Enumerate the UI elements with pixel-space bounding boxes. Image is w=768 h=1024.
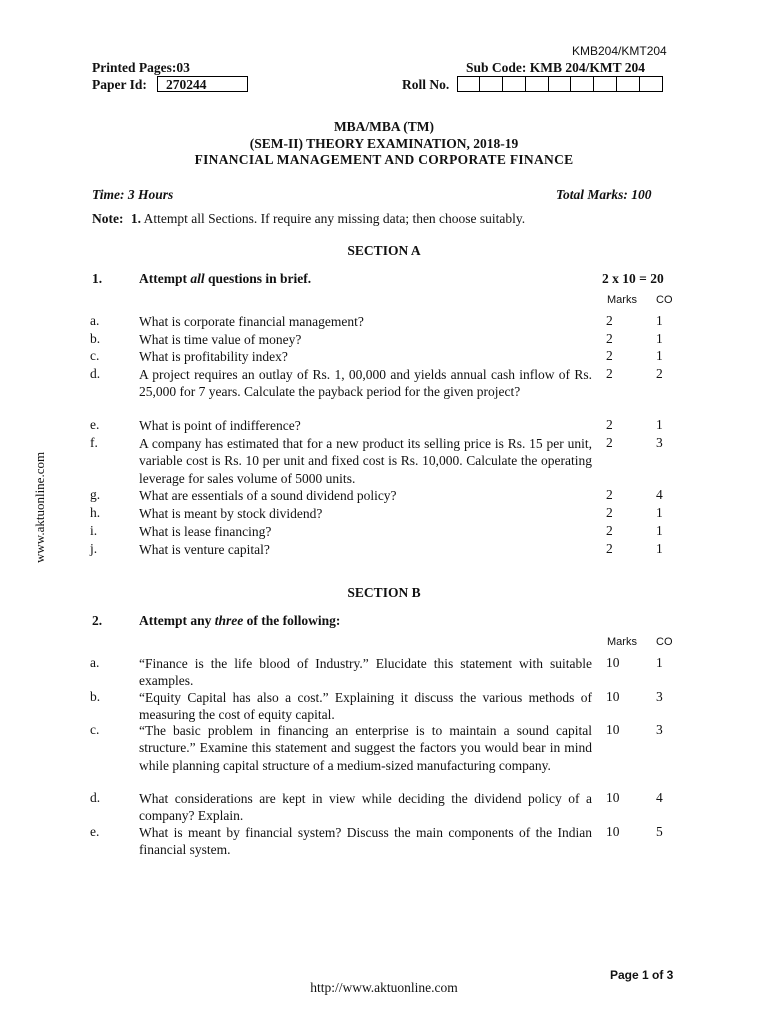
question-text: What is lease financing? bbox=[139, 524, 272, 539]
course-code: KMB204/KMT204 bbox=[572, 44, 667, 58]
question-marks: 10 bbox=[606, 790, 620, 805]
question-marks: 10 bbox=[606, 824, 620, 839]
section-a-heading: SECTION A bbox=[347, 243, 421, 258]
roll-no-boxes[interactable] bbox=[457, 76, 663, 92]
question-co: 3 bbox=[656, 722, 663, 737]
section-b-qnum: 2. bbox=[92, 613, 103, 628]
question-marks: 2 bbox=[606, 348, 613, 363]
question-text: A project requires an outlay of Rs. 1, 00,000 and yields annual cash inflow of Rs. 25,000 for 7 years. Calculate the payback period for the given project? bbox=[139, 367, 592, 400]
question-co: 1 bbox=[656, 541, 663, 556]
question-marks: 2 bbox=[606, 366, 613, 381]
question-text: “Finance is the life blood of Industry.” Elucidate this statement with suitable examples. bbox=[139, 656, 592, 689]
question-letter: c. bbox=[90, 722, 100, 737]
section-b-col-co: CO bbox=[656, 636, 673, 648]
question-marks: 2 bbox=[606, 435, 613, 450]
question-text: What is meant by stock dividend? bbox=[139, 506, 323, 521]
paper-id-value: 270244 bbox=[166, 77, 207, 92]
paper-id-box bbox=[157, 76, 248, 92]
question-marks: 2 bbox=[606, 541, 613, 556]
question-text: What is meant by financial system? Discuss the main components of the Indian financial system. bbox=[139, 825, 592, 858]
question-text: What are essentials of a sound dividend policy? bbox=[139, 488, 397, 503]
question-co: 1 bbox=[656, 655, 663, 670]
question-text: What considerations are kept in view while deciding the dividend policy of a company? Explain. bbox=[139, 791, 592, 824]
question-letter: f. bbox=[90, 435, 98, 450]
question-letter: d. bbox=[90, 790, 101, 805]
page-number: Page 1 of 3 bbox=[610, 968, 674, 982]
footer-url[interactable]: http://www.aktuonline.com bbox=[310, 980, 458, 995]
section-b-instruction: Attempt any three of the following: bbox=[139, 613, 341, 628]
question-letter: i. bbox=[90, 523, 98, 538]
exam-title: (SEM-II) THEORY EXAMINATION, 2018-19 bbox=[249, 136, 519, 151]
note-number: 1. bbox=[130, 211, 141, 226]
note-text: Attempt all Sections. If require any missing data; then choose suitably. bbox=[143, 211, 526, 226]
question-letter: e. bbox=[90, 417, 100, 432]
sub-code: Sub Code: KMB 204/KMT 204 bbox=[466, 60, 646, 75]
question-co: 2 bbox=[656, 366, 663, 381]
question-co: 1 bbox=[656, 348, 663, 363]
question-letter: h. bbox=[90, 505, 101, 520]
question-letter: c. bbox=[90, 348, 100, 363]
printed-pages: Printed Pages:03 bbox=[92, 60, 190, 75]
note-label: Note: bbox=[92, 211, 124, 226]
question-text: What is point of indifference? bbox=[139, 418, 301, 433]
question-marks: 2 bbox=[606, 417, 613, 432]
section-a-col-marks: Marks bbox=[607, 294, 637, 306]
question-co: 1 bbox=[656, 417, 663, 432]
question-marks: 2 bbox=[606, 313, 613, 328]
question-text: “The basic problem in financing an enterprise is to maintain a sound capital structure.” Examine this statement and suggest the factors you would bear in mind while planning capital structure of a medium-sized manufacturing company. bbox=[139, 723, 592, 773]
question-co: 4 bbox=[656, 487, 663, 502]
section-a-qnum: 1. bbox=[92, 271, 103, 286]
question-letter: j. bbox=[90, 541, 98, 556]
question-marks: 10 bbox=[606, 689, 620, 704]
question-marks: 10 bbox=[606, 722, 620, 737]
time-allowed: Time: 3 Hours bbox=[92, 187, 174, 202]
question-letter: b. bbox=[90, 689, 101, 704]
question-co: 3 bbox=[656, 435, 663, 450]
question-marks: 10 bbox=[606, 655, 620, 670]
question-text: “Equity Capital has also a cost.” Explaining it discuss the various methods of measuring the cost of equity capital. bbox=[139, 690, 592, 723]
question-marks: 2 bbox=[606, 331, 613, 346]
question-letter: a. bbox=[90, 655, 100, 670]
side-watermark-url: www.aktuonline.com bbox=[32, 451, 47, 563]
question-co: 1 bbox=[656, 505, 663, 520]
subject-title: FINANCIAL MANAGEMENT AND CORPORATE FINANCE bbox=[194, 152, 574, 167]
question-marks: 2 bbox=[606, 523, 613, 538]
question-co: 1 bbox=[656, 523, 663, 538]
program-title: MBA/MBA (TM) bbox=[333, 119, 435, 134]
section-b-heading: SECTION B bbox=[347, 585, 421, 600]
question-letter: b. bbox=[90, 331, 101, 346]
question-co: 3 bbox=[656, 689, 663, 704]
question-letter: e. bbox=[90, 824, 100, 839]
question-marks: 2 bbox=[606, 487, 613, 502]
section-a-marks-total: 2 x 10 = 20 bbox=[602, 271, 664, 286]
question-co: 5 bbox=[656, 824, 663, 839]
section-a-instruction: Attempt all questions in brief. bbox=[139, 271, 312, 286]
question-letter: d. bbox=[90, 366, 101, 381]
question-co: 1 bbox=[656, 313, 663, 328]
question-marks: 2 bbox=[606, 505, 613, 520]
note-line bbox=[92, 211, 525, 227]
section-b-col-marks: Marks bbox=[607, 636, 637, 648]
question-text: What is venture capital? bbox=[139, 542, 270, 557]
question-text: What is time value of money? bbox=[139, 332, 302, 347]
question-letter: a. bbox=[90, 313, 100, 328]
section-a-col-co: CO bbox=[656, 294, 673, 306]
total-marks: Total Marks: 100 bbox=[556, 187, 652, 202]
question-co: 1 bbox=[656, 331, 663, 346]
question-text: What is corporate financial management? bbox=[139, 314, 364, 329]
question-text: What is profitability index? bbox=[139, 349, 288, 364]
roll-no-label: Roll No. bbox=[402, 77, 450, 92]
paper-id-label: Paper Id: bbox=[92, 77, 147, 92]
question-letter: g. bbox=[90, 487, 101, 502]
question-text: A company has estimated that for a new product its selling price is Rs. 15 per unit, variable cost is Rs. 10 per unit and fixed cost is Rs. 10,000. Calculate the operating leverage for sales volume of 5000 units. bbox=[139, 436, 592, 486]
question-co: 4 bbox=[656, 790, 663, 805]
